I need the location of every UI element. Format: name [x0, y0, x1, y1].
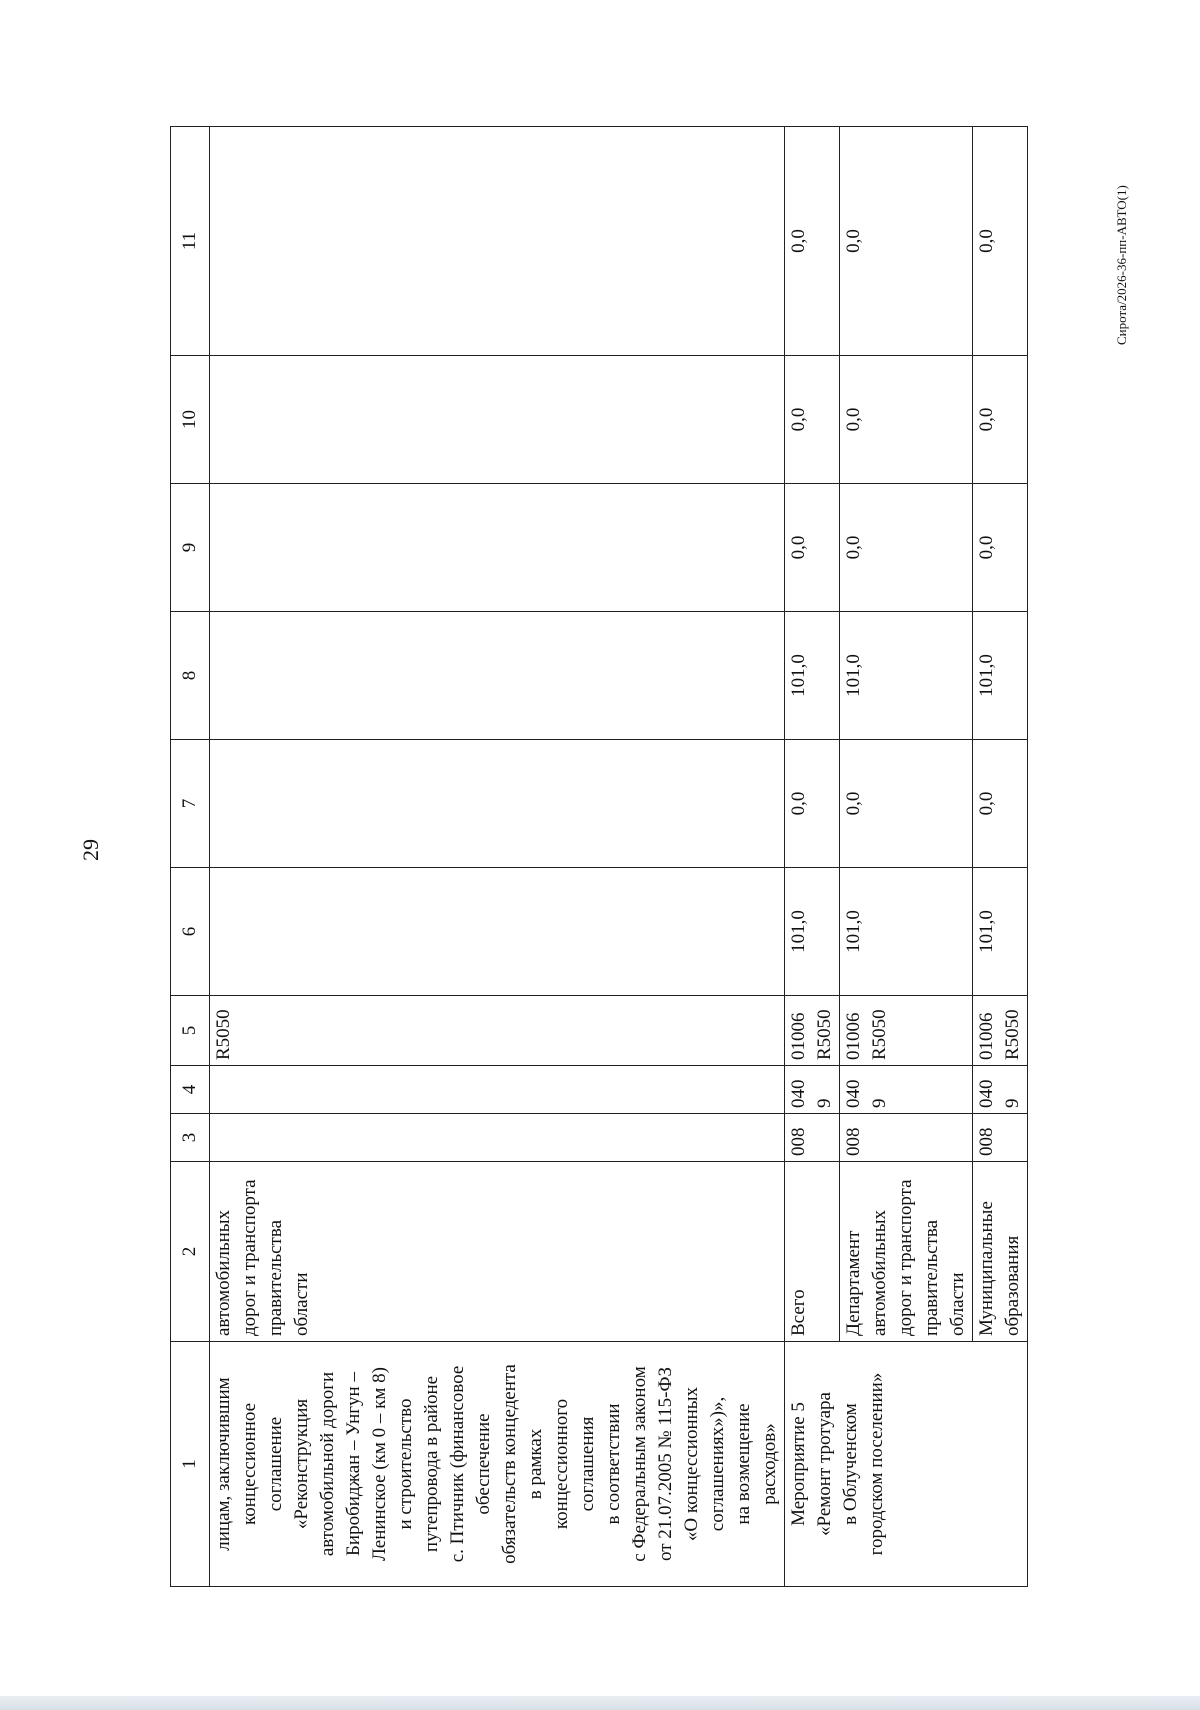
continuation-executor: автомобильных дорог и транспорта правительства области	[210, 1162, 785, 1342]
continuation-description: лицам, заключившим концессионное соглашение «Реконструкция автомобильной дороги Биробиджан – Унгун – Ленинское (км 0 – км 8) и строительство путепровода в районе с. Птичник (финансовое обеспечение обязательств концедента в рамках концессионного соглашения в соответствии с Федеральным законом от 21.07.2005 № 115-ФЗ «О концессионных соглашениях»)», на возмещение расходов»	[210, 1342, 785, 1587]
header-col-1: 1	[171, 1342, 210, 1587]
row-col-10: 0,0	[785, 356, 840, 484]
row-col-10: 0,0	[840, 356, 973, 484]
continuation-col-6	[210, 868, 785, 996]
event-label: Мероприятие 5 «Ремонт тротуара в Облученском городском поселении»	[785, 1342, 1028, 1587]
row-col-3: 008	[785, 1114, 840, 1162]
row-col-7: 0,0	[840, 740, 973, 868]
header-col-10: 10	[171, 356, 210, 484]
continuation-col-11	[210, 127, 785, 356]
row-col-7: 0,0	[973, 740, 1028, 868]
row-col-11: 0,0	[785, 127, 840, 356]
table-row-total	[785, 127, 840, 1587]
row-col-6: 101,0	[840, 868, 973, 996]
row-source: Всего	[785, 1162, 840, 1342]
row-col-8: 101,0	[973, 612, 1028, 740]
row-col-10: 0,0	[973, 356, 1028, 484]
continuation-col-3	[210, 1114, 785, 1162]
row-col-11: 0,0	[973, 127, 1028, 356]
budget-table	[170, 126, 1028, 1587]
row-col-4: 0409	[840, 1066, 973, 1114]
row-col-9: 0,0	[840, 484, 973, 612]
header-col-6: 6	[171, 868, 210, 996]
row-source: Муниципальные образования	[973, 1162, 1028, 1342]
row-col-5: 01006 R5050	[973, 996, 1028, 1066]
row-col-8: 101,0	[785, 612, 840, 740]
row-col-7: 0,0	[785, 740, 840, 868]
footer-document-code: Сирота/2026-36-пп-АВТО(1)	[1114, 185, 1129, 345]
row-col-4: 0409	[785, 1066, 840, 1114]
continuation-col-4	[210, 1066, 785, 1114]
row-col-8: 101,0	[840, 612, 973, 740]
header-col-4: 4	[171, 1066, 210, 1114]
row-col-9: 0,0	[973, 484, 1028, 612]
continuation-col-9	[210, 484, 785, 612]
header-col-11: 11	[171, 127, 210, 356]
continuation-col-7	[210, 740, 785, 868]
header-col-8: 8	[171, 612, 210, 740]
header-col-5: 5	[171, 996, 210, 1066]
header-row	[171, 127, 210, 1587]
row-source: Департамент автомобильных дорог и транспорта правительства области	[840, 1162, 973, 1342]
continuation-col-8	[210, 612, 785, 740]
continuation-row	[210, 127, 785, 1587]
header-col-3: 3	[171, 1114, 210, 1162]
row-col-11: 0,0	[840, 127, 973, 356]
header-col-7: 7	[171, 740, 210, 868]
continuation-col-10	[210, 356, 785, 484]
row-col-9: 0,0	[785, 484, 840, 612]
row-col-5: 01006 R5050	[840, 996, 973, 1066]
row-col-3: 008	[840, 1114, 973, 1162]
continuation-col-5: R5050	[210, 996, 785, 1066]
row-col-5: 01006 R5050	[785, 996, 840, 1066]
row-col-4: 0409	[973, 1066, 1028, 1114]
row-col-6: 101,0	[973, 868, 1028, 996]
header-col-9: 9	[171, 484, 210, 612]
page-number: 29	[78, 839, 103, 861]
row-col-6: 101,0	[785, 868, 840, 996]
header-col-2: 2	[171, 1162, 210, 1342]
row-col-3: 008	[973, 1114, 1028, 1162]
